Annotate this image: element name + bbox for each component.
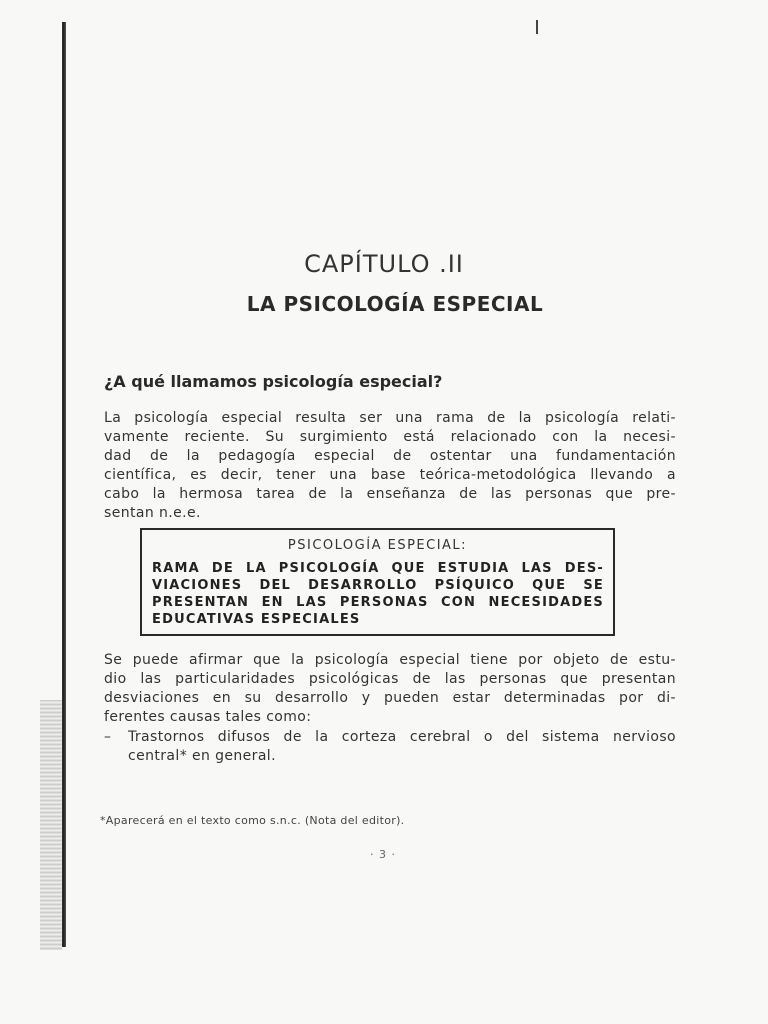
binding-edge — [62, 22, 66, 947]
paragraph-line: cabo la hermosa tarea de la enseñanza de las personas que pre- — [104, 486, 676, 502]
list-dash: – — [104, 729, 112, 745]
footnote: *Aparecerá en el texto como s.n.c. (Nota del editor). — [100, 814, 405, 827]
paragraph-line: dio las particularidades psicológicas de las personas que presentan — [104, 671, 676, 687]
definition-title: PSICOLOGÍA ESPECIAL: — [287, 538, 468, 553]
page-number: · 3 · — [370, 848, 396, 861]
paragraph-line: sentan n.e.e. — [104, 505, 201, 521]
binding-shadow — [40, 700, 62, 950]
paragraph-line: La psicología especial resulta ser una rama de la psicología relati- — [104, 410, 676, 426]
definition-line: VIACIONES DEL DESARROLLO PSÍQUICO QUE SE — [152, 578, 604, 593]
paragraph-intro — [104, 409, 676, 523]
definition-box — [140, 528, 615, 636]
definition-body — [152, 560, 604, 628]
list-item-line: central* en general. — [128, 748, 276, 764]
chapter-label: CAPÍTULO .II — [304, 250, 464, 278]
paragraph-line: desviaciones en su desarrollo y pueden estar determinadas por di- — [104, 690, 676, 706]
paragraph-line: Se puede afirmar que la psicología especial tiene por objeto de estu- — [104, 652, 676, 668]
paragraph-line: vamente reciente. Su surgimiento está relacionado con la necesi- — [104, 429, 676, 445]
list-item-text — [128, 728, 676, 766]
paragraph-line: ferentes causas tales como: — [104, 709, 312, 725]
definition-line: RAMA DE LA PSICOLOGÍA QUE ESTUDIA LAS DES- — [152, 561, 604, 576]
scan-mark — [536, 20, 538, 34]
paragraph-line: científica, es decir, tener una base teórica-metodológica llevando a — [104, 467, 676, 483]
definition-line: EDUCATIVAS ESPECIALES — [152, 612, 361, 627]
list-item-line: Trastornos difusos de la corteza cerebral o del sistema nervioso — [128, 729, 676, 745]
definition-line: PRESENTAN EN LAS PERSONAS CON NECESIDADES — [152, 595, 604, 610]
paragraph-line: dad de la pedagogía especial de ostentar una fundamentación — [104, 448, 676, 464]
paragraph-object — [104, 651, 676, 727]
chapter-title: LA PSICOLOGÍA ESPECIAL — [246, 292, 544, 316]
section-heading: ¿A qué llamamos psicología especial? — [104, 372, 443, 391]
